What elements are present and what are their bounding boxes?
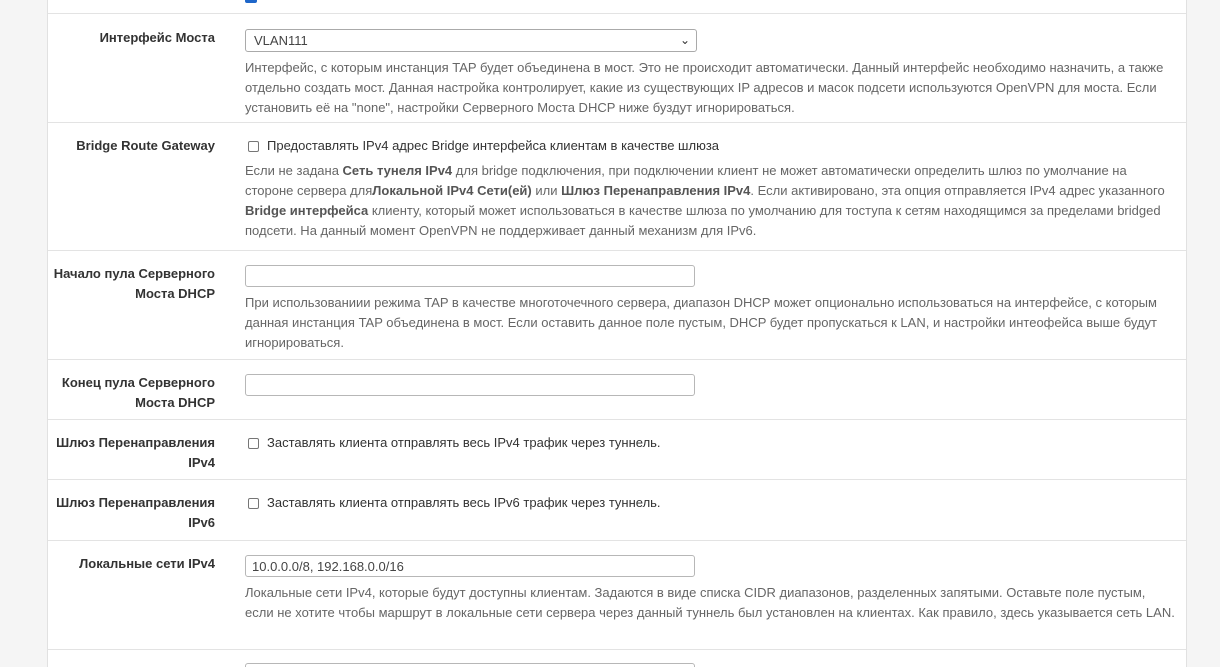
redirect-ipv6-checkbox-label: Заставлять клиента отправлять весь IPv6 трафик через туннель.: [267, 495, 661, 510]
dhcp-end-label: Конец пула Серверного Моста DHCP: [61, 375, 215, 410]
redirect-ipv4-label: Шлюз Перенаправления IPv4: [56, 435, 215, 470]
bridge-interface-label: Интерфейс Моста: [99, 30, 215, 45]
row-redirect-ipv4: [48, 419, 1186, 480]
dhcp-end-input[interactable]: [245, 374, 695, 396]
row-redirect-ipv6: [48, 479, 1186, 541]
row-dhcp-start: [48, 250, 1186, 360]
bridge-interface-select[interactable]: [245, 29, 697, 52]
bridge-route-gateway-help: Если не задана Сеть тунеля IPv4 для bridge подключения, при подключении клиент не может автоматически определить шлюз по умолчание на стороне сервера дляЛокальной IPv4 Сети(ей) или Шлюз Перенаправления IPv4. Если активировано, эта опция отправляется IPv4 адрес указанного Bridge интерфейса клиенту, который может использоваться в качестве шлюза по умолчанию для тоступа к сетям находящимся за пределами bridged подсети. На данный момент OpenVPN не поддерживает данный механизм для IPv6.: [245, 163, 1165, 238]
local-ipv4-input[interactable]: [245, 555, 695, 577]
local-ipv4-help: Локальные сети IPv4, которые будут доступны клиентам. Задаются в виде списка CIDR диапазонов, разделенных запятыми. Оставьте поле пустым, если не хотите чтобы маршрут в локальные сети сервера через данный туннель был установлен на клиентах. Как правило, здесь указывается сеть LAN.: [245, 585, 1175, 620]
settings-panel: [47, 0, 1187, 667]
bridge-route-gateway-checkbox-label: Предоставлять IPv4 адрес Bridge интерфейса клиентам в качестве шлюза: [267, 138, 720, 153]
redirect-ipv4-checkbox[interactable]: [248, 438, 259, 449]
redirect-ipv6-label: Шлюз Перенаправления IPv6: [56, 495, 215, 530]
chevron-down-icon: ⌄: [679, 33, 690, 47]
row-local-ipv4: [48, 540, 1186, 650]
redirect-ipv4-checkbox-label: Заставлять клиента отправлять весь IPv4 трафик через туннель.: [267, 435, 661, 450]
bridge-route-gateway-label: Bridge Route Gateway: [76, 138, 215, 153]
local-ipv4-label: Локальные сети IPv4: [79, 556, 215, 571]
next-row-input[interactable]: [245, 663, 695, 667]
bridge-interface-value: VLAN111: [254, 33, 308, 48]
dhcp-start-input[interactable]: [245, 265, 695, 287]
bridge-route-gateway-checkbox[interactable]: [248, 141, 259, 152]
bridge-interface-help: Интерфейс, с которым инстанция TAP будет объединена в мост. Это не происходит автоматически. Данный интерфейс необходимо назначить, а также отдельно создать мост. Данная настройка контролирует, какие из существующих IP адресов и масок подсети используются OpenVPN для моста. Если установить её на "none", настройки Серверного Моста DHCP ниже буздут игнорироваться.: [245, 60, 1164, 115]
row-bridge-interface: [48, 13, 1186, 123]
row-dhcp-end: [48, 359, 1186, 420]
row-bridge-route-gateway: [48, 122, 1186, 251]
dhcp-start-label: Начало пула Серверного Моста DHCP: [53, 266, 215, 301]
dhcp-start-help: При использованиии режима TAP в качестве многоточечного сервера, диапазон DHCP может опционально использоваться на интерфейсе, с которым данная инстанция TAP объединена в мост. Если оставить данное поле пустым, DHCP будет пропускаться к LAN, и настройки интеофейса выше будут игнорироваться.: [245, 295, 1157, 350]
previous-row-checkbox-fragment[interactable]: [245, 0, 257, 3]
redirect-ipv6-checkbox[interactable]: [248, 498, 259, 509]
row-next: [48, 649, 1186, 667]
